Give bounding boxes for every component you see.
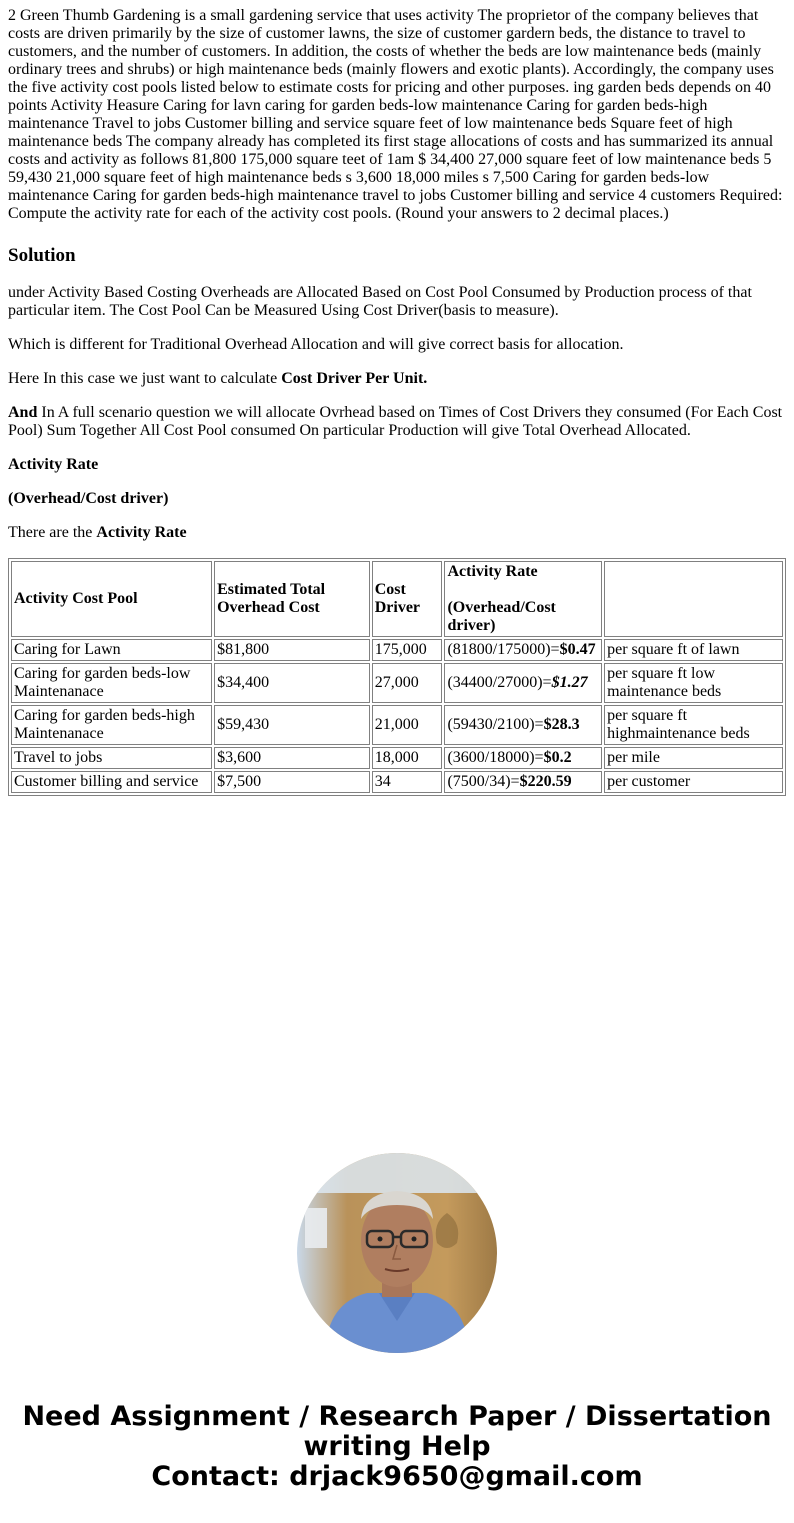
header-cost-driver: Cost Driver: [372, 561, 443, 637]
tutor-photo: [297, 1153, 497, 1353]
cell-pool: Caring for garden beds-low Maintenanace: [11, 663, 212, 703]
header-activity-cost-pool: Activity Cost Pool: [11, 561, 212, 637]
formula-label-text: (Overhead/Cost driver): [8, 490, 169, 507]
cell-driver: 18,000: [372, 747, 443, 769]
cell-rate-calc: (59430/2100)=: [447, 716, 544, 733]
activity-rate-label: [8, 456, 786, 474]
activity-rate-table: [8, 558, 786, 796]
cell-rate-value: $220.59: [519, 773, 572, 790]
solution-paragraph-2: Which is different for Traditional Overhead Allocation and will give correct basis for allocation.: [8, 336, 624, 353]
cell-driver: 34: [372, 771, 443, 793]
question-text: 2 Green Thumb Gardening is a small gardening service that uses activity The proprietor of the company believes that costs are driven primarily by the size of customer lawns, the size of customer gardern beds, the distance to travel to customers, and the number of customers. In addition, the costs of whether the beds are low maintenance beds (mainly ordinary trees and shrubs) or high maintenance beds (mainly flowers and exotic plants). Accordingly, the company uses the five activity cost pools listed below to estimate costs for pricing and other purposes. ing garden beds depends on 40 points Activity Heasure Caring for lavn caring for garden beds-low maintenance Caring for garden beds-high maintenance Travel to jobs Customer billing and service square feet of low maintenance beds Square feet of high maintenance beds The company already has completed its first stage allocations of costs and has summarized its annual costs and activity as follows 81,800 175,000 square teet of 1am $ 34,400 27,000 square feet of low maintenance beds 5 59,430 21,000 square feet of high maintenance beds s 3,600 18,000 miles s 7,500 Caring for garden beds-low maintenance Caring for garden beds-high maintenance travel to jobs Customer billing and service 4 customers Required: Compute the activity rate for each of the activity cost pools. (Round your answers to 2 decimal places.): [8, 7, 783, 222]
cell-rate-value: $0.47: [559, 641, 596, 658]
cell-cost: $59,430: [214, 705, 370, 745]
cell-pool: Caring for garden beds-high Maintenanace: [11, 705, 212, 745]
cell-driver: 21,000: [372, 705, 443, 745]
header-estimated-total-overhead-cost: Estimated Total Overhead Cost: [214, 561, 370, 637]
paragraph-4-bold: And: [8, 404, 38, 421]
cell-driver: 175,000: [372, 639, 443, 661]
table-row: [11, 771, 783, 793]
table-intro-bold: Activity Rate: [96, 524, 187, 541]
cell-cost: $3,600: [214, 747, 370, 769]
table-row: [11, 639, 783, 661]
solution-heading: Solution: [8, 245, 76, 266]
cell-rate-calc: (81800/175000)=: [447, 641, 560, 658]
cell-rate: [444, 639, 602, 661]
cell-pool: Customer billing and service: [11, 771, 212, 793]
solution-paragraph-3: [8, 370, 786, 388]
document-body: [8, 7, 786, 796]
cell-unit: per square ft highmaintenance beds: [604, 705, 783, 745]
cell-driver: 27,000: [372, 663, 443, 703]
header-activity-rate: [444, 561, 602, 637]
table-intro-text: There are the: [8, 524, 97, 541]
paragraph-3-text: Here In this case we just want to calculate: [8, 370, 282, 387]
cell-rate-calc: (34400/27000)=: [447, 674, 552, 691]
cell-rate: [444, 747, 602, 769]
header-activity-rate-line2: (Overhead/Cost driver): [447, 599, 556, 634]
activity-rate-label-text: Activity Rate: [8, 456, 99, 473]
formula-label: [8, 490, 786, 508]
header-activity-rate-line1: Activity Rate: [447, 563, 538, 580]
cell-unit: per square ft low maintenance beds: [604, 663, 783, 703]
table-row: [11, 663, 783, 703]
cell-rate-value: $0.2: [543, 749, 572, 766]
solution-paragraph-1: under Activity Based Costing Overheads are Allocated Based on Cost Pool Consumed by Production process of that particular item. The Cost Pool Can be Measured Using Cost Driver(basis to measure).: [8, 284, 752, 319]
table-header-row: [11, 561, 783, 637]
cell-rate: [444, 663, 602, 703]
solution-paragraph-4: [8, 404, 786, 440]
cell-cost: $7,500: [214, 771, 370, 793]
cell-rate-calc: (7500/34)=: [447, 773, 520, 790]
promo-banner: [0, 1402, 794, 1492]
header-unit: [604, 561, 783, 637]
paragraph-3-bold: Cost Driver Per Unit.: [281, 370, 428, 387]
cell-unit: per square ft of lawn: [604, 639, 783, 661]
cell-rate: [444, 771, 602, 793]
cell-pool: Travel to jobs: [11, 747, 212, 769]
table-row: [11, 705, 783, 745]
table-intro: [8, 524, 786, 542]
cell-rate: [444, 705, 602, 745]
cell-rate-calc: (3600/18000)=: [447, 749, 544, 766]
avatar: [297, 1153, 497, 1353]
paragraph-4-text: In A full scenario question we will allocate Ovrhead based on Times of Cost Drivers they consumed (For Each Cost Pool) Sum Together All Cost Pool consumed On particular Production will give Total Overhead Allocated.: [8, 404, 783, 439]
table-row: [11, 747, 783, 769]
cell-unit: per customer: [604, 771, 783, 793]
promo-line-1: Need Assignment / Research Paper / Dissertation: [22, 1401, 772, 1432]
cell-cost: $81,800: [214, 639, 370, 661]
cell-rate-value: $28.3: [543, 716, 580, 733]
cell-unit: per mile: [604, 747, 783, 769]
promo-line-2: writing Help: [303, 1431, 491, 1462]
promo-contact[interactable]: Contact: drjack9650@gmail.com: [151, 1461, 643, 1492]
cell-rate-value: $1.27: [551, 674, 588, 691]
cell-cost: $34,400: [214, 663, 370, 703]
cell-pool: Caring for Lawn: [11, 639, 212, 661]
